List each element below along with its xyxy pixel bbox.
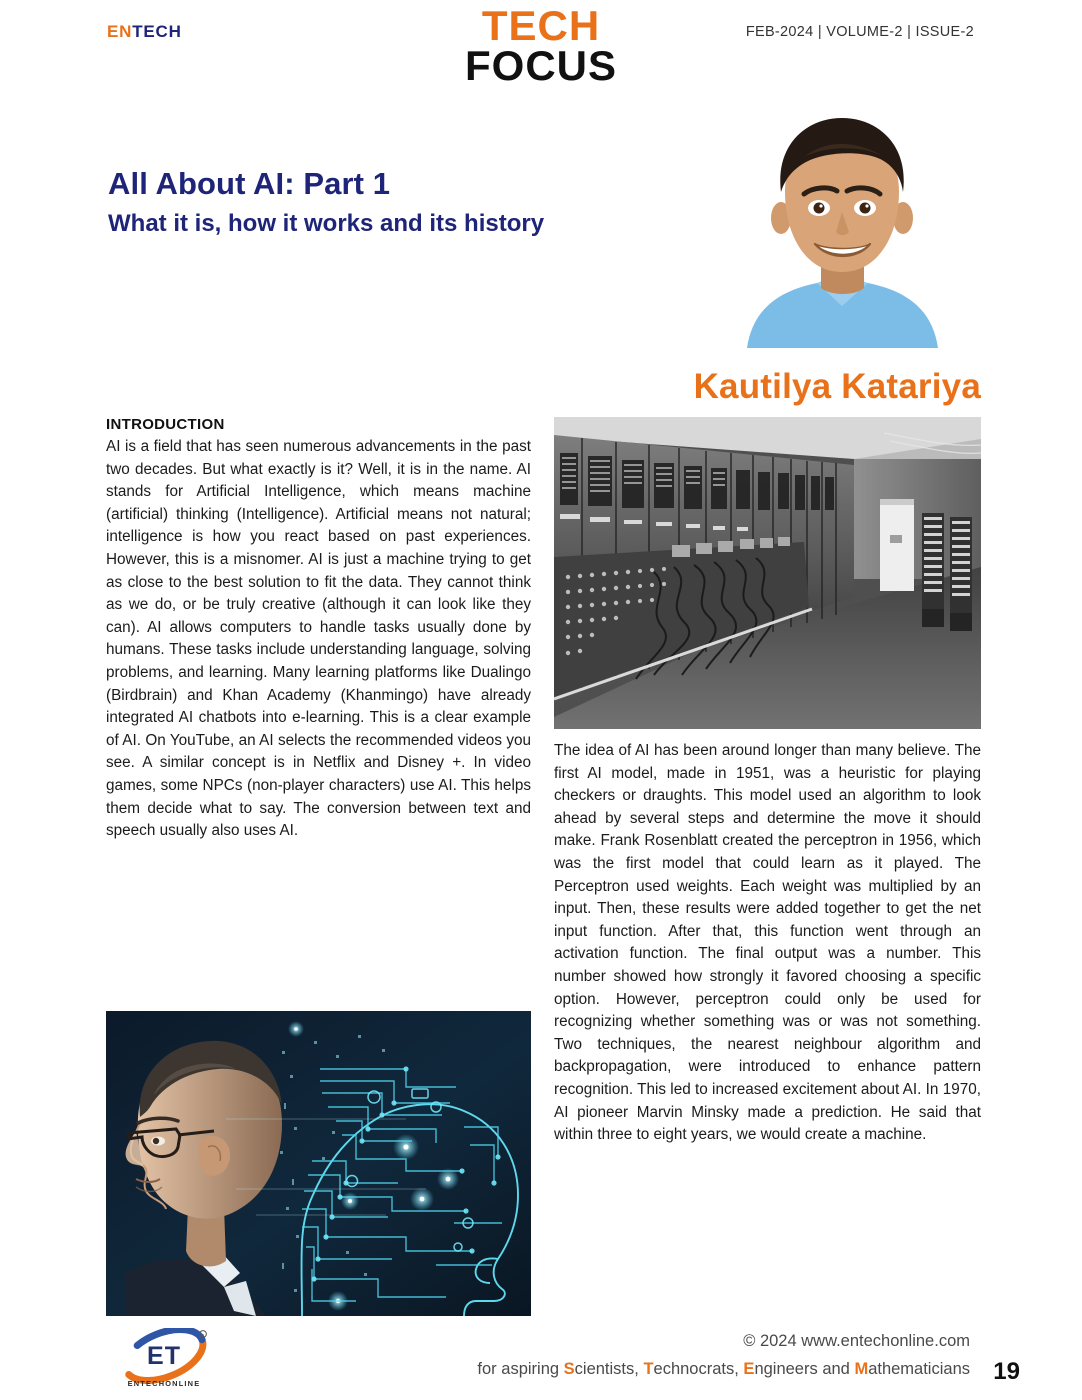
svg-text:ET: ET [147, 1342, 181, 1370]
entechonline-logo [108, 1328, 220, 1394]
right-text-column [554, 740, 981, 1147]
left-text-column [106, 416, 531, 843]
svg-text:R: R [201, 1332, 205, 1338]
tagline-part1: cientists, [574, 1360, 644, 1378]
author-portrait-illustration [705, 100, 980, 348]
entech-wordmark-en: EN [107, 22, 133, 41]
introduction-heading: INTRODUCTION [106, 416, 225, 433]
issue-info: FEB-2024 | VOLUME-2 | ISSUE-2 [745, 24, 974, 40]
entechonline-logo-wordmark: ENTECHONLINE [127, 1379, 201, 1388]
masthead-title [0, 2, 1082, 89]
tagline-prefix: for aspiring [477, 1360, 564, 1378]
page-footer [0, 1322, 1082, 1400]
tagline-letter-t: T [643, 1360, 654, 1378]
author-photo [705, 100, 980, 348]
page-title: All About AI: Part 1 [108, 166, 391, 201]
article-title-block [108, 166, 588, 240]
page-number: 19 [993, 1358, 1020, 1385]
tagline-letter-s: S [563, 1360, 575, 1378]
tagline-letter-e: E [743, 1360, 755, 1378]
figure-ai-brain [106, 1011, 531, 1316]
page-subtitle: What it is, how it works and its history [108, 209, 545, 237]
entech-wordmark-tech: TECH [132, 22, 182, 41]
masthead-tech: TECH [481, 2, 601, 49]
footer-tagline [477, 1360, 970, 1379]
figure-eniac-photo [554, 417, 981, 729]
history-paragraph: The idea of AI has been around longer than many believe. The first AI model, made in 1951, was a heuristic for playing checkers or draughts. This model used an algorithm to look ahead by several steps and determine the move it should make. Frank Rosenblatt created the perceptron in 1956, which was the first model that could learn as it played. The Perceptron used weights. Each weight was multiplied by an input. Then, these results were added together to get the net input function. After that, this function went through an activation function. The final output was a number. This number showed how strongly it favored choosing a specific option. However, perceptron could only be used for recognizing whether something was or was not something. Two techniques, the nearest neighbour algorithm and backpropagation, were introduced to enhance pattern recognition. This led to increased excitement about AI. In 1970, AI pioneer Marvin Minsky made a prediction. He said that within three to eight years, we would create a machine. [554, 742, 981, 1144]
tagline-letter-m: M [854, 1360, 869, 1378]
introduction-paragraph: AI is a field that has seen numerous advancements in the past two decades. But what exactly is it? Well, it is in the name. AI stands for Artificial Intelligence, which means machine (artificial) thinking (Intelligence). Artificial means not natural; intelligence is how you react based on past experiences. However, this is a misnomer. AI is just a machine trying to get as close to the best solution to fit the data. They cannot think as we do, or be truly creative (although it can look like they can). AI allows computers to handle tasks usually done by humans. These tasks include understanding language, solving problems, and learning. Many learning platforms like Dualingo (Birdbrain) and Khan Academy (Khanmingo) have already integrated AI chatbots into e-learning. This is a clear example of AI. On YouTube, an AI selects the recommended videos you see. A similar concept is in Netflix and Disney +. In video games, some NPCs (non-player characters) use AI. This helps them decide what to say. The conversion between text and speech usually also uses AI. [106, 438, 531, 840]
tagline-part3: ngineers and [754, 1360, 855, 1378]
ai-brain-illustration [106, 1011, 531, 1316]
eniac-photo-illustration [554, 417, 981, 729]
entechonline-logo-mark [108, 1328, 220, 1394]
tagline-part2: echnocrats, [653, 1360, 744, 1378]
tagline-part4: athematicians [868, 1360, 970, 1378]
masthead-focus: FOCUS [465, 41, 617, 89]
author-name: Kautilya Katariya [693, 367, 981, 406]
footer-copyright: © 2024 www.entechonline.com [743, 1332, 970, 1350]
page-header [0, 0, 1082, 100]
